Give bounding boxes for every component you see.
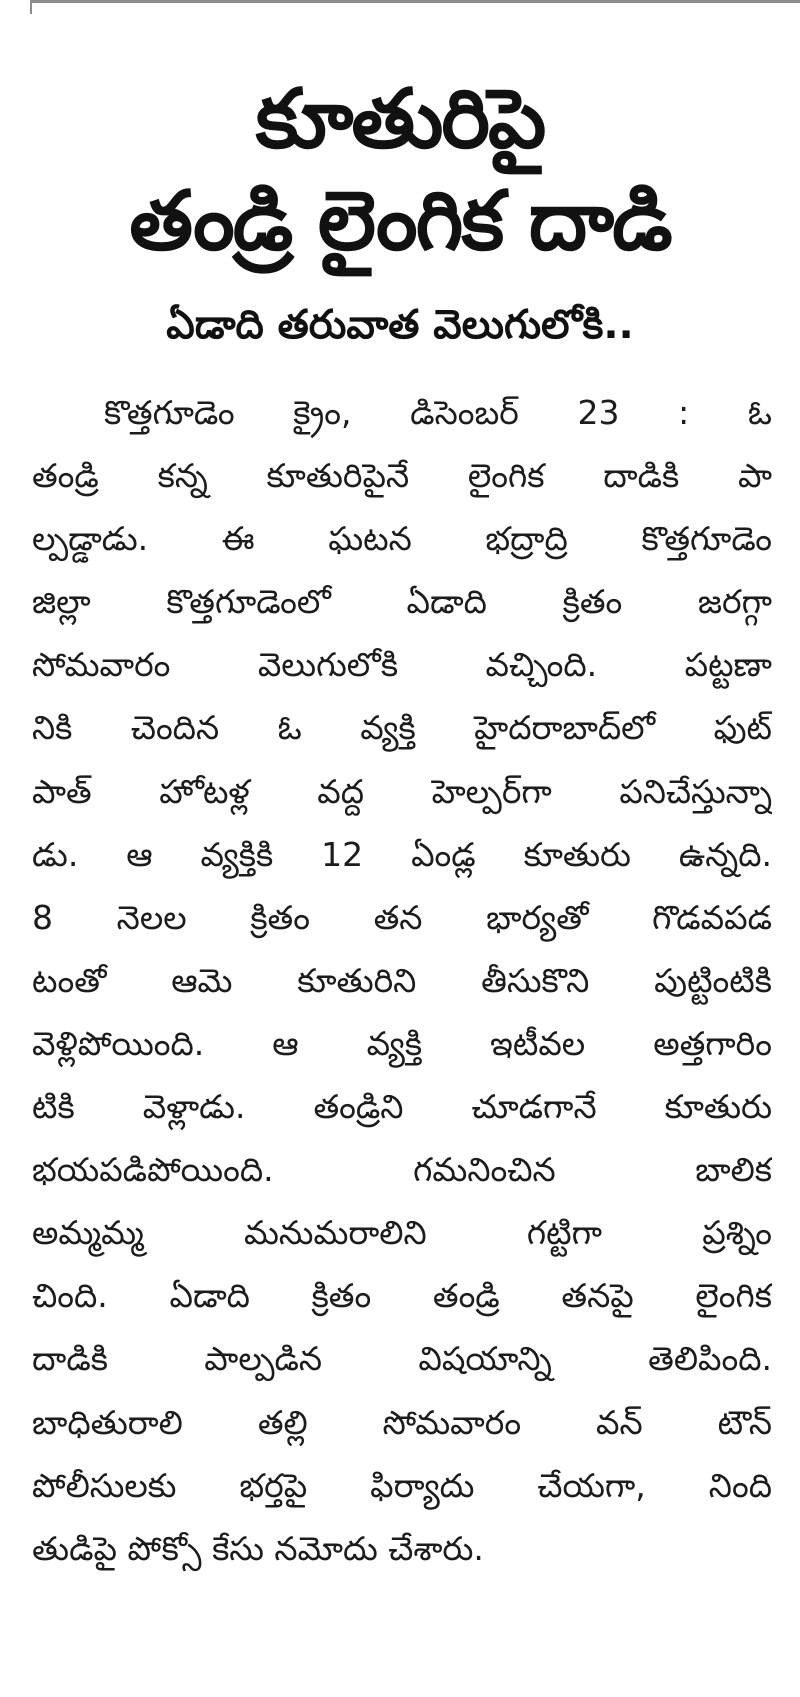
body-line: 8 నెలల క్రితం తన భార్యతో గొడవపడ <box>32 897 772 937</box>
subheadline: ఏడాది తరువాత వెలుగులోకి.. <box>166 302 634 348</box>
body-line: భయపడిపోయింది. గమనించిన బాలిక <box>32 1150 772 1190</box>
headline-line-2: తండ్రి లైంగిక దాడి <box>129 174 671 269</box>
body-line: దాడికి పాల్పడిన విషయాన్ని తెలిపింది. <box>32 1339 772 1379</box>
body-line: అమ్మమ్మ మనుమరాలిని గట్టిగా ప్రశ్నిం <box>32 1213 772 1253</box>
body-line: నికి చెందిన ఓ వ్యక్తి హైదరాబాద్‌లో ఫుట్ <box>32 708 772 748</box>
body-line: చింది. ఏడాది క్రితం తండ్రి తనపై లైంగిక <box>32 1276 772 1316</box>
body-line: పోలీసులకు భర్తపై ఫిర్యాదు చేయగా, నింది <box>32 1465 772 1505</box>
body-line: టంతో ఆమె కూతురిని తీసుకొని పుట్టింటికి <box>32 960 772 1000</box>
left-border-rule <box>30 0 32 14</box>
body-line: కొత్తగూడెం క్రైం, డిసెంబర్ 23 : ఓ <box>104 393 772 432</box>
body-line: బాధితురాలి తల్లి సోమవారం వన్ టౌన్ <box>32 1402 772 1442</box>
body-line: తుడిపై పోక్సో కేసు నమోదు చేశారు. <box>32 1528 484 1568</box>
body-line: డు. ఆ వ్యక్తికి 12 ఏండ్ల కూతురు ఉన్నది. <box>32 834 772 874</box>
body-line: జిల్లా కొత్తగూడెంలో ఏడాది క్రితం జరగ్గా <box>32 582 772 622</box>
body-line: టికి వెళ్లాడు. తండ్రిని చూడగానే కూతురు <box>32 1087 772 1127</box>
body-line: వెళ్లిపోయింది. ఆ వ్యక్తి ఇటీవల అత్తగారిం <box>32 1023 772 1063</box>
body-line: తండ్రి కన్న కూతురిపైనే లైంగిక దాడికి పా <box>32 456 772 496</box>
body-line: సోమవారం వెలుగులోకి వచ్చింది. పట్టణా <box>32 645 772 685</box>
article-body <box>32 381 772 1580</box>
headline-line-1: కూతురిపై <box>255 72 545 167</box>
body-line: ల్పడ్డాడు. ఈ ఘటన భద్రాద్రి కొత్తగూడెం <box>32 519 772 559</box>
top-border-rule <box>30 0 800 3</box>
body-line: పాత్ హోటళ్ల వద్ద హెల్పర్‌గా పనిచేస్తున్నా <box>32 771 772 811</box>
